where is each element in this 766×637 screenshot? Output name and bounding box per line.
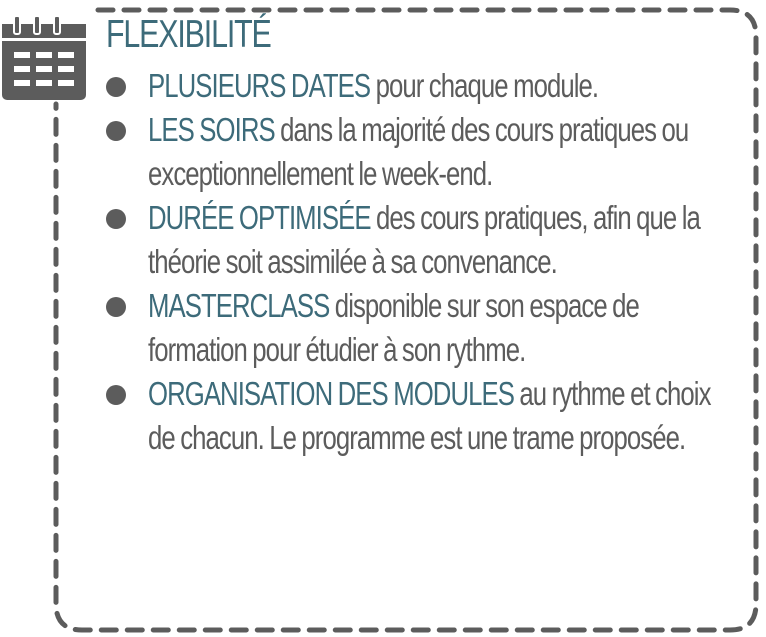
list-item [104, 196, 744, 284]
item-highlight: DURÉE OPTIMISÉE [148, 199, 371, 236]
list-item [104, 64, 744, 108]
list-item [104, 284, 744, 372]
item-text: au rythme et choix de chacun. Le programme est une trame proposée. [148, 375, 711, 456]
bullet-icon [106, 385, 126, 405]
feature-list [104, 64, 744, 460]
calendar-icon [0, 14, 90, 104]
bullet-icon [106, 209, 126, 229]
item-highlight: ORGANISATION DES MODULES [148, 375, 514, 412]
item-text: des cours pratiques, afin que la théorie soit assimilée à sa convenance. [148, 199, 700, 280]
bullet-icon [106, 121, 126, 141]
item-text: pour chaque module. [370, 67, 599, 104]
item-highlight: LES SOIRS [148, 111, 275, 148]
item-highlight: PLUSIEURS DATES [148, 67, 371, 104]
bullet-icon [106, 77, 126, 97]
bullet-icon [106, 297, 126, 317]
section-title: FLEXIBILITÉ [106, 13, 271, 56]
list-item [104, 372, 744, 460]
item-text: disponible sur son espace de formation pour étudier à son rythme. [148, 287, 639, 368]
list-item [104, 108, 744, 196]
item-highlight: MASTERCLASS [148, 287, 330, 324]
item-text: dans la majorité des cours pratiques ou exceptionnellement le week-end. [148, 111, 689, 192]
